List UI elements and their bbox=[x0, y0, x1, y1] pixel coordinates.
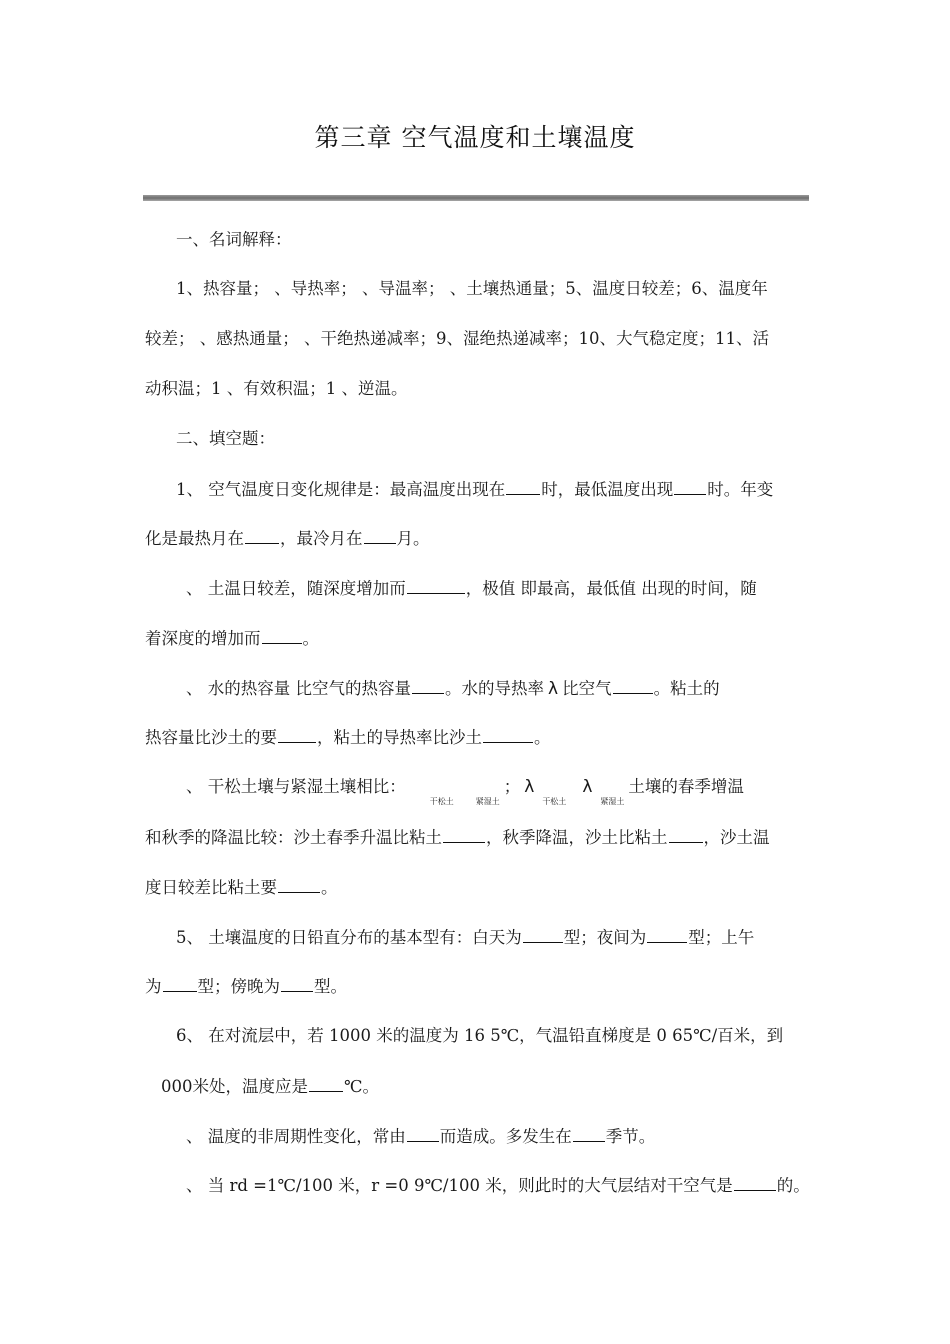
text: 的。 bbox=[776, 1176, 810, 1195]
text: 着深度的增加而 bbox=[145, 629, 261, 648]
text: 。水的导热率 bbox=[445, 679, 544, 698]
lambda-symbol: λ bbox=[548, 679, 559, 699]
lambda-symbol: λ bbox=[524, 777, 535, 797]
subscript-wet: 紧湿土 bbox=[475, 797, 500, 806]
text: ，极值 即最高，最低值 出现的时间，随 bbox=[465, 579, 757, 598]
semicolon: ； bbox=[503, 777, 521, 796]
text: 、 温度的非周期性变化，常由 bbox=[186, 1127, 406, 1146]
answer-blank bbox=[647, 925, 687, 943]
subscript-dry: 干松土 bbox=[542, 797, 567, 806]
text: 。 bbox=[534, 728, 551, 747]
text: ℃。 bbox=[344, 1077, 379, 1096]
text: 、 水的热容量 比空气的热容量 bbox=[186, 679, 411, 698]
definitions-line-2: 较差； 、感热通量； 、干绝热递减率；9、湿绝热递减率；10、大气稳定度；11、活 bbox=[145, 329, 769, 348]
question-3-line-2 bbox=[145, 725, 815, 750]
answer-blank bbox=[573, 1124, 605, 1142]
answer-blank bbox=[523, 925, 563, 943]
text: 化是最热月在 bbox=[145, 529, 244, 548]
section-heading-definitions: 一、名词解释： bbox=[176, 230, 292, 249]
text: 、 干松土壤与紧湿土壤相比： bbox=[186, 777, 406, 796]
text: 度日较差比粘土要 bbox=[145, 878, 277, 897]
text: 时，最低温度出现 bbox=[541, 480, 674, 499]
question-6-line-2 bbox=[161, 1074, 831, 1099]
text: ，秋季降温，沙土比粘土 bbox=[486, 828, 668, 847]
text: 1、 空气温度日变化规律是：最高温度出现在 bbox=[176, 480, 506, 499]
text: 型；夜间为 bbox=[563, 928, 647, 947]
text: 。粘土的 bbox=[653, 679, 720, 698]
answer-blank bbox=[483, 725, 533, 743]
answer-blank bbox=[613, 676, 653, 694]
definitions-line-1: 1、热容量； 、导热率； 、导温率； 、土壤热通量；5、温度日较差；6、温度年 bbox=[176, 279, 768, 298]
answer-blank bbox=[674, 477, 706, 495]
question-7-line-1 bbox=[186, 1124, 856, 1149]
question-3-line-1 bbox=[186, 676, 856, 701]
answer-blank bbox=[407, 1124, 439, 1142]
answer-blank bbox=[163, 974, 197, 992]
answer-blank bbox=[734, 1173, 776, 1191]
question-2-line-2 bbox=[145, 626, 815, 651]
question-5-line-2 bbox=[145, 974, 815, 999]
text: 5、 土壤温度的日铅直分布的基本型有：白天为 bbox=[176, 928, 522, 947]
text: 。 bbox=[321, 878, 338, 897]
question-5-line-1 bbox=[176, 925, 846, 950]
text: ，最冷月在 bbox=[280, 529, 363, 548]
text: 热容量比沙土的要 bbox=[145, 728, 277, 747]
answer-blank bbox=[412, 676, 444, 694]
text: 、 当 rd =1℃/100 米，r =0 9℃/100 米，则此时的大气层结对干空气是 bbox=[186, 1176, 733, 1195]
text: 为 bbox=[145, 977, 162, 996]
text: 型。 bbox=[314, 977, 347, 996]
answer-blank bbox=[309, 1074, 343, 1092]
answer-blank bbox=[281, 974, 313, 992]
question-4-line-1 bbox=[186, 775, 856, 814]
answer-blank bbox=[364, 526, 396, 544]
lambda-symbol: λ bbox=[582, 777, 593, 797]
text: 季节。 bbox=[605, 1127, 656, 1146]
title-divider bbox=[143, 195, 809, 201]
subscript-wet: 紧湿土 bbox=[600, 797, 625, 806]
text: 型；傍晚为 bbox=[197, 977, 280, 996]
question-1-line-1 bbox=[176, 477, 846, 502]
text: ，沙土温 bbox=[703, 828, 770, 847]
text: 型；上午 bbox=[688, 928, 755, 947]
page-title: 第三章 空气温度和土壤温度 bbox=[314, 123, 636, 152]
section-heading-fill-blanks: 二、填空题： bbox=[176, 429, 275, 448]
answer-blank bbox=[506, 477, 540, 495]
subscript-dry: 干松土 bbox=[429, 797, 454, 806]
text: 而造成。多发生在 bbox=[439, 1127, 572, 1146]
question-6-line-1: 6、 在对流层中，若 1000 米的温度为 16 5℃，气温铅直梯度是 0 65℃/百米，到 bbox=[176, 1026, 784, 1045]
answer-blank bbox=[245, 526, 279, 544]
text: 000米处，温度应是 bbox=[161, 1077, 308, 1096]
text: 土壤的春季增温 bbox=[628, 777, 744, 796]
answer-blank bbox=[669, 825, 703, 843]
question-4-line-3 bbox=[145, 875, 815, 900]
question-4-line-2 bbox=[145, 825, 815, 850]
text: 比空气 bbox=[562, 679, 612, 698]
answer-blank bbox=[407, 576, 465, 594]
text: ，粘土的导热率比沙土 bbox=[317, 728, 482, 747]
answer-blank bbox=[278, 875, 320, 893]
answer-blank bbox=[278, 725, 316, 743]
text: 时。年变 bbox=[707, 480, 774, 499]
text: 。 bbox=[302, 629, 319, 648]
question-2-line-1 bbox=[186, 576, 856, 601]
question-8-line-1 bbox=[186, 1173, 856, 1198]
definitions-line-3: 动积温；1 、有效积温；1 、逆温。 bbox=[145, 379, 408, 398]
question-1-line-2 bbox=[145, 526, 815, 551]
text: 、 土温日较差，随深度增加而 bbox=[186, 579, 406, 598]
answer-blank bbox=[443, 825, 485, 843]
text: 月。 bbox=[396, 529, 430, 548]
text: 和秋季的降温比较：沙土春季升温比粘土 bbox=[145, 828, 442, 847]
answer-blank bbox=[262, 626, 302, 644]
